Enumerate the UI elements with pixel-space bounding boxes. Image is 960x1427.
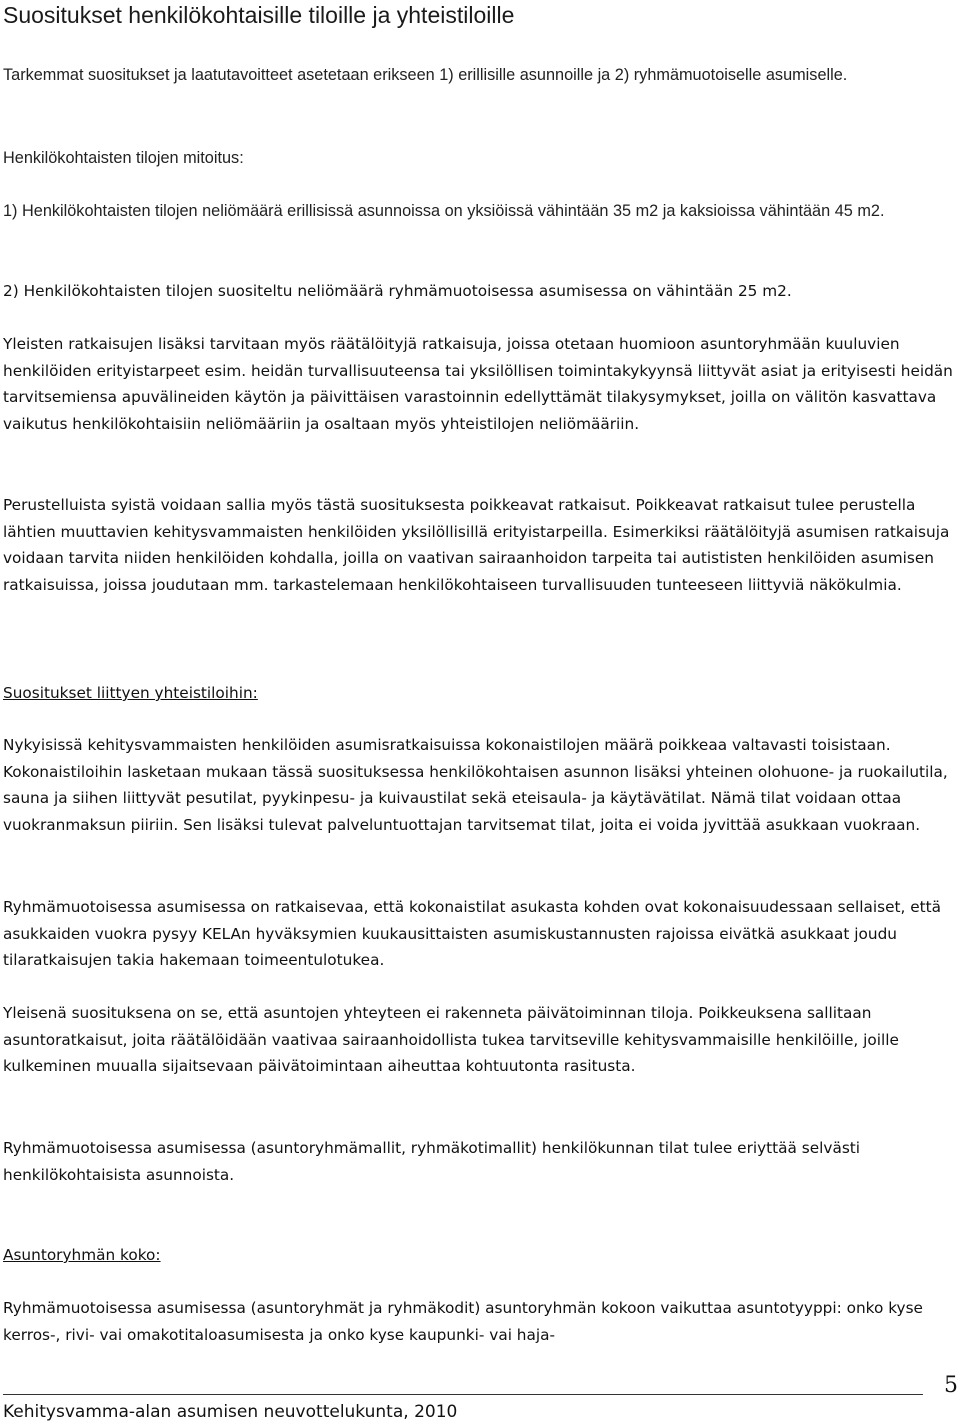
footer-divider bbox=[3, 1394, 923, 1395]
common-spaces-heading: Suositukset liittyen yhteistiloihin: bbox=[3, 684, 258, 702]
staff-spaces-paragraph: Ryhmämuotoisessa asumisessa (asuntoryhmämallit, ryhmäkotimallit) henkilökunnan tilat tulee eriyttää selvästi henkilökohtaisista asunnoista. bbox=[3, 1139, 861, 1184]
group-size-heading: Asuntoryhmän koko: bbox=[3, 1246, 161, 1264]
page-title: Suositukset henkilökohtaisille tiloille ja yhteistiloille bbox=[3, 2, 515, 28]
dimensioning-point-1: 1) Henkilökohtaisten tilojen neliömäärä erillisissä asunnoissa on yksiöissä vähintään 35 m2 ja kaksioissa vähintään 45 m2. bbox=[3, 202, 885, 220]
dimensioning-point-2: 2) Henkilökohtaisten tilojen suositeltu neliömäärä ryhmämuotoisessa asumisessa on vähintään 25 m2. bbox=[3, 282, 792, 300]
intro-paragraph: Tarkemmat suositukset ja laatutavoitteet asetetaan erikseen 1) erillisille asunnoille ja 2) ryhmämuotoiselle asumiselle. bbox=[3, 66, 848, 84]
current-solutions-paragraph: Nykyisissä kehitysvammaisten henkilöiden asumisratkaisuissa kokonaistilojen määrä poikkeaa valtavasti toisistaan. Kokonaistiloihin lasketaan mukaan tässä suosituksessa henkilökohtaisen asunnon lisäksi yhteinen olohuone- ja ruokailutila, sauna ja siihen liittyvät pesutilat, pyykinpesu- ja kuivaustilat sekä eteisaula- ja käytävätilat. Nämä tilat voidaan ottaa vuokranmaksun piiriin. Sen lisäksi tulevat palveluntuottajan tarvitsemat tilat, joita ei voida jyvittää asukkaan vuokraan. bbox=[3, 736, 948, 834]
justified-exceptions-paragraph: Perustelluista syistä voidaan sallia myös tästä suosituksesta poikkeavat ratkaisut. Poikkeavat ratkaisut tulee perustella lähtien muuttavien kehitysvammaisten henkilöiden yksilöllisillä erityistarpeilla. Esimerkiksi räätälöityjä asumisen ratkaisuja voidaan tarvita niiden henkilöiden kohdalla, joilla on vaativan sairaanhoidon tarpeita tai autististen henkilöiden asumisen ratkaisuissa, joissa joudutaan mm. tarkastelemaan henkilökohtaiseen turvallisuuden tunteeseen liittyviä näkökulmia. bbox=[3, 496, 950, 594]
general-solutions-paragraph: Yleisten ratkaisujen lisäksi tarvitaan myös räätälöityjä ratkaisuja, joissa otetaan huomioon asuntoryhmään kuuluvien henkilöiden erityistarpeet esim. heidän turvallisuuteensa tai yksilöllisen toimintakykyynsä liittyvät asiat ja erityisesti heidän tarvitsemiensa apuvälineiden käytön ja päivittäisen varastoinnin edellyttämät tilakysymykset, joilla on välitön kasvattava vaikutus henkilökohtaisiin neliömääriin ja osaltaan myös yhteistilojen neliömääriin. bbox=[3, 335, 953, 433]
dimensioning-label: Henkilökohtaisten tilojen mitoitus: bbox=[3, 149, 244, 167]
general-recommendation-paragraph: Yleisenä suosituksena on se, että asuntojen yhteyteen ei rakenneta päivätoiminnan tiloja. Poikkeuksena sallitaan asuntoratkaisut, joita räätälöidään vaativaa sairaanhoidollista tukea tarvitseville kehitysvammaisille henkilöille, joille kulkeminen muualla sijaitsevaan päivätoimintaan aiheuttaa kohtuutonta rasitusta. bbox=[3, 1004, 899, 1076]
page-number: 5 bbox=[944, 1373, 958, 1398]
group-living-paragraph: Ryhmämuotoisessa asumisessa on ratkaisevaa, että kokonaistilat asukasta kohden ovat kokonaisuudessaan sellaiset, että asukkaiden vuokra pysyy KELAn hyväksymien kuukausittaisten asumiskustannusten rajoissa eivätkä asukkaat joudu tilaratkaisujen takia hakemaan toimeentulotukea. bbox=[3, 898, 942, 970]
group-size-paragraph: Ryhmämuotoisessa asumisessa (asuntoryhmät ja ryhmäkodit) asuntoryhmän kokoon vaikuttaa asuntotyyppi: onko kyse kerros-, rivi- vai omakotitaloasumisesta ja onko kyse kaupunki- vai haja- bbox=[3, 1299, 923, 1344]
footer-text: Kehitysvamma-alan asumisen neuvottelukunta, 2010 bbox=[3, 1402, 458, 1422]
